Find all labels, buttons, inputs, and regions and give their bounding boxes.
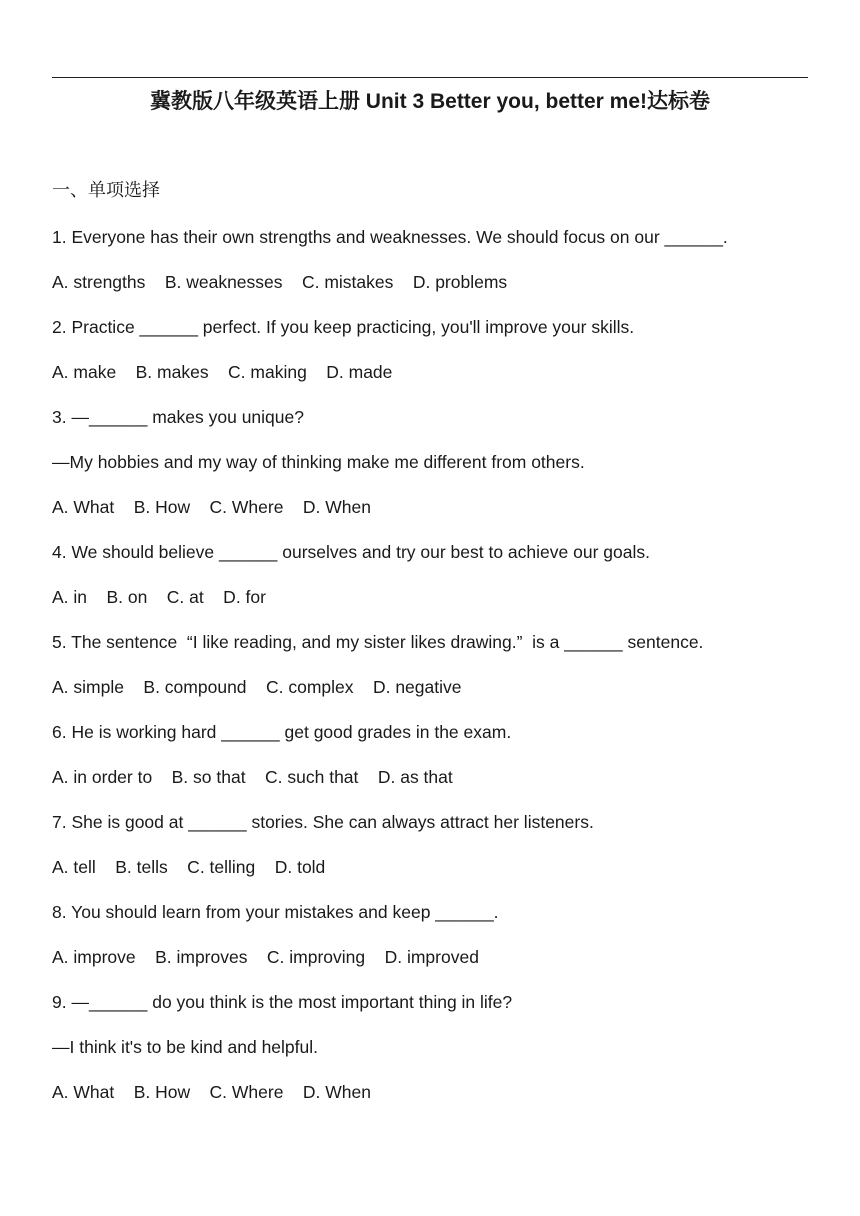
question-9-stem: 9. —______ do you think is the most important thing in life? xyxy=(52,992,513,1012)
question-6-options: A. in order to B. so that C. such that D. as that xyxy=(52,767,453,787)
question-3-options: A. What B. How C. Where D. When xyxy=(52,497,371,517)
question-5-options: A. simple B. compound C. complex D. negative xyxy=(52,677,462,697)
question-2-options: A. make B. makes C. making D. made xyxy=(52,362,393,382)
question-3-reply: —My hobbies and my way of thinking make me different from others. xyxy=(52,452,585,472)
header-rule xyxy=(52,77,808,78)
question-5-stem: 5. The sentence “I like reading, and my sister likes drawing.” is a ______ sentence. xyxy=(52,632,704,652)
question-8-stem: 8. You should learn from your mistakes and keep ______. xyxy=(52,902,499,922)
question-1-options: A. strengths B. weaknesses C. mistakes D. problems xyxy=(52,272,508,292)
document-title: 冀教版八年级英语上册 Unit 3 Better you, better me!达标卷 xyxy=(149,90,711,113)
question-6-stem: 6. He is working hard ______ get good grades in the exam. xyxy=(52,722,512,742)
section-heading: 一、单项选择 xyxy=(52,180,160,201)
question-9-options: A. What B. How C. Where D. When xyxy=(52,1082,371,1102)
question-7-options: A. tell B. tells C. telling D. told xyxy=(52,857,326,877)
question-3-stem: 3. —______ makes you unique? xyxy=(52,407,304,427)
question-4-stem: 4. We should believe ______ ourselves and try our best to achieve our goals. xyxy=(52,542,650,562)
question-7-stem: 7. She is good at ______ stories. She can always attract her listeners. xyxy=(52,812,594,832)
question-4-options: A. in B. on C. at D. for xyxy=(52,587,266,607)
question-list xyxy=(52,225,812,1125)
question-9-reply: —I think it's to be kind and helpful. xyxy=(52,1037,318,1057)
question-8-options: A. improve B. improves C. improving D. improved xyxy=(52,947,479,967)
question-2-stem: 2. Practice ______ perfect. If you keep practicing, you'll improve your skills. xyxy=(52,317,635,337)
question-1-stem: 1. Everyone has their own strengths and weaknesses. We should focus on our ______. xyxy=(52,227,728,247)
